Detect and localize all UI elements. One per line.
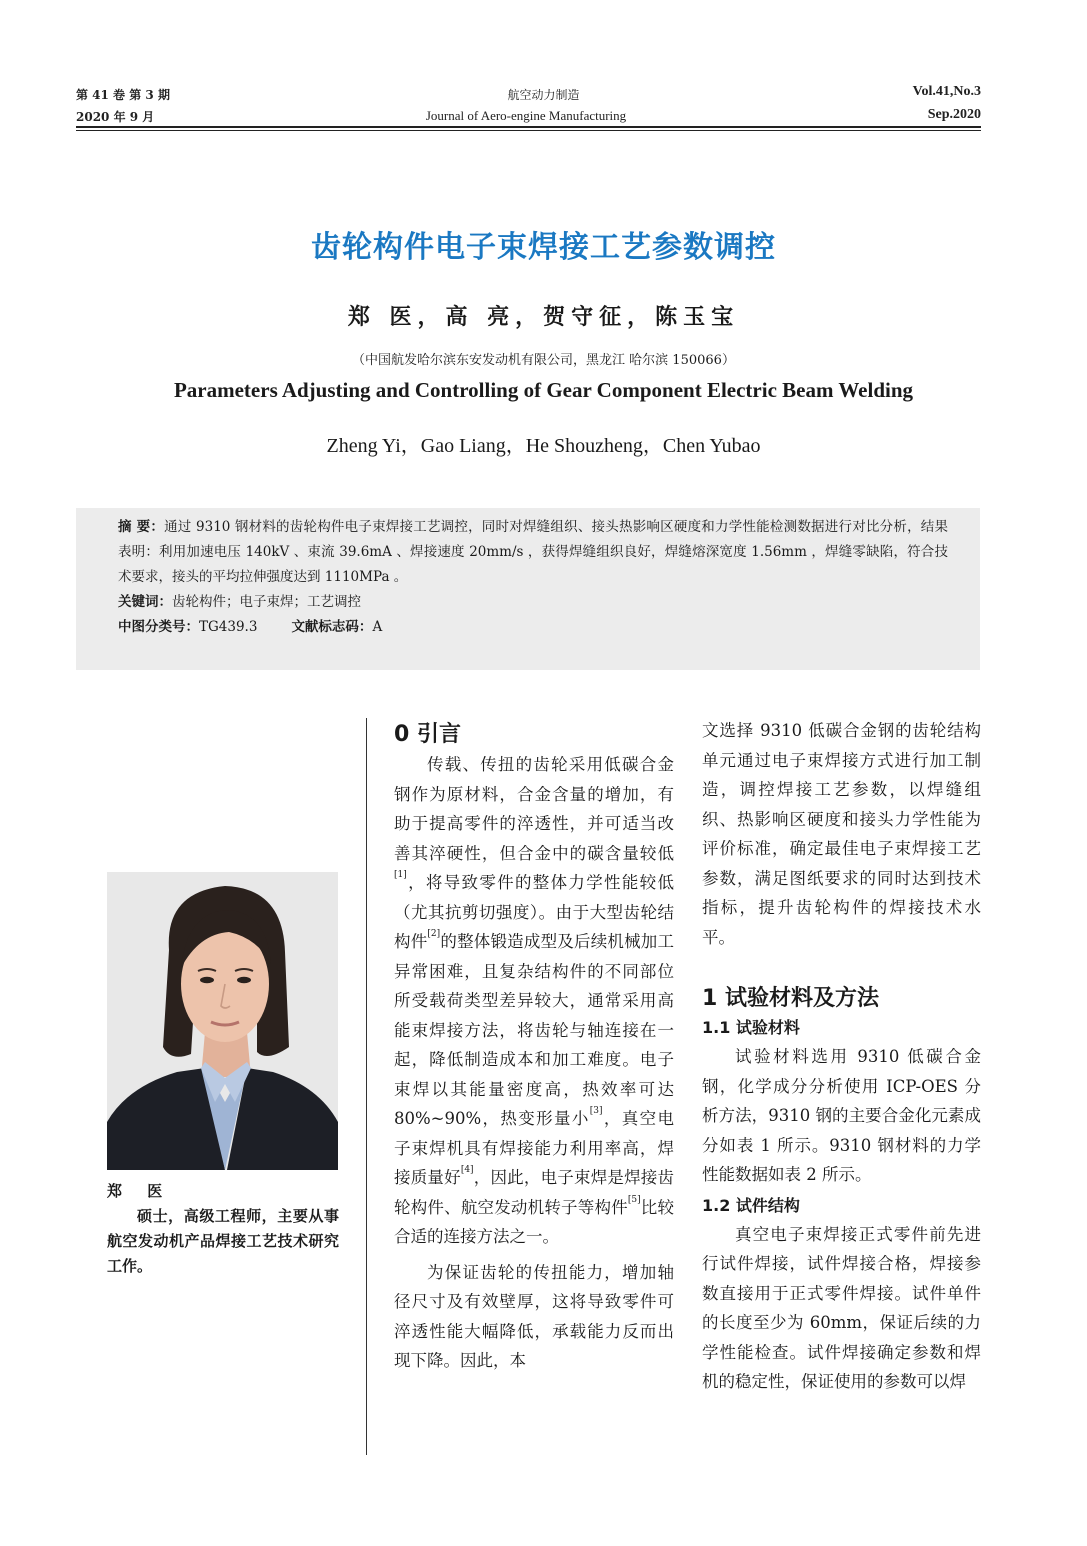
journal-name-en: Journal of Aero-engine Manufacturing [425, 108, 627, 123]
intro-text-b: ，将导致零件的整体力学性能较低（尤其抗剪切强度）。由于大型齿轮结构件 [394, 873, 674, 951]
authors-en: Zheng Yi，Gao Liang，He Shouzheng，Chen Yubao [326, 435, 761, 457]
section-1-heading: 1 试验材料及方法 [702, 986, 879, 1011]
keywords: 齿轮构件；电子束焊；工艺调控 [172, 594, 361, 610]
citation-4: [4] [460, 1165, 474, 1175]
volume-issue-en: Vol.41,No.3 [912, 84, 981, 99]
middle-column [394, 720, 674, 1376]
section-0-heading: 0 引言 [394, 722, 461, 747]
date-en: Sep.2020 [927, 107, 981, 122]
intro-text-f: 比较合适的连接方法之一。 [394, 1197, 674, 1246]
bio-author-name: 郑 医 [107, 1182, 173, 1200]
intro-paragraph-1 [394, 750, 674, 1252]
intro-text-c: 的整体锻造成型及后续机械加工异常困难，且复杂结构件的不同部位所受载荷类型差异较大，通常采用高能束焊接方法，将齿轮与轴连接在一起，降低制造成本和加工难度。电子束焊以其能量密度高，热效率可达 80%~90%，热变形量小 [394, 932, 674, 1128]
citation-1: [1] [394, 870, 407, 880]
citation-2: [2] [427, 929, 441, 939]
intro-text-a: 传载、传扭的齿轮采用低碳合金钢作为原材料，合金含量的增加，有助于提高零件的淬透性，并可适当改善其淬硬性，但合金中的碳含量较低 [394, 755, 674, 863]
classification-code: TG439.3 [199, 619, 258, 635]
intro-text-d: ，真空电子束焊机具有焊接能力利用率高，焊接质量好 [394, 1109, 674, 1187]
affiliation: （中国航发哈尔滨东安发动机有限公司，黑龙江 哈尔滨 150066） [352, 353, 735, 368]
authors-cn: 郑 医，高 亮，贺守征，陈玉宝 [347, 304, 740, 330]
intro-text-e: ，因此，电子束焊是焊接齿轮构件、航空发动机转子等构件 [394, 1168, 674, 1217]
intro-paragraph-2: 为保证齿轮的传扭能力，增加轴径尺寸及有效壁厚，这将导致零件可淬透性能大幅降低，承载能力反而出现下降。因此，本 [394, 1262, 674, 1370]
document-code: A [372, 619, 383, 635]
volume-issue-cn: 第 41 卷 第 3 期 [76, 88, 170, 102]
journal-name-cn: 航空动力制造 [507, 88, 580, 102]
bio-text: 硕士，高级工程师，主要从事航空发动机产品焊接工艺技术研究工作。 [107, 1207, 339, 1275]
keywords-line [118, 590, 948, 615]
article-title-cn: 齿轮构件电子束焊接工艺参数调控 [311, 230, 776, 265]
subsection-1-1-heading: 1.1 试验材料 [702, 1018, 800, 1037]
date-cn: 2020 年 9 月 [76, 110, 155, 124]
abstract [118, 515, 948, 640]
abstract-label: 摘 要： [118, 519, 165, 535]
right-column [702, 716, 981, 1397]
specimen-paragraph: 真空电子束焊接正式零件前先进行试件焊接，试件焊接合格，焊接参数直接用于正式零件焊接。试件单件的长度至少为 60mm，保证后续的力学性能检查。试件焊接确定参数和焊机的稳定性，保证使用的参数可以焊 [702, 1224, 981, 1391]
abstract-text: 通过 9310 钢材料的齿轮构件电子束焊接工艺调控，同时对焊缝组织、接头热影响区硬度和力学性能检测数据进行对比分析，结果表明：利用加速电压 140kV 、束流 39.6mA 、焊接速度 20mm/s ，获得焊缝组织良好，焊缝熔深宽度 1.56mm ，焊缝零缺陷，符合技术要求，接头的平均拉伸强度达到 1110MPa 。 [118, 519, 949, 585]
header-rule [76, 126, 981, 128]
subsection-1-2-heading: 1.2 试件结构 [702, 1195, 800, 1215]
abstract-box [76, 508, 980, 670]
citation-3: [3] [589, 1106, 603, 1116]
abstract-paragraph [118, 515, 948, 590]
citation-5: [5] [627, 1194, 641, 1205]
author-portrait-image [107, 872, 338, 1170]
classification-label: 中图分类号： [118, 619, 199, 635]
classification-line [118, 615, 948, 640]
intro-paragraph-2-cont: 文选择 9310 低碳合金钢的齿轮结构单元通过电子束焊接方式进行加工制造，调控焊接工艺参数，以焊缝组织、热影响区硬度和接头力学性能为评价标准，确定最佳电子束焊接工艺参数，满足图纸要求的同时达到技术指标，提升齿轮构件的焊接技术水平。 [702, 721, 981, 947]
column-divider [366, 718, 367, 1455]
header-rule-thin [76, 130, 981, 131]
keywords-label: 关键词： [118, 594, 172, 610]
author-photo [107, 872, 338, 1170]
materials-paragraph: 试验材料选用 9310 低碳合金钢，化学成分分析使用 ICP-OES 分析方法，9310 钢的主要合金化元素成分如表 1 所示。9310 钢材料的力学性能数据如表 2 所示。 [702, 1047, 981, 1184]
article-title-en: Parameters Adjusting and Controlling of Gear Component Electric Beam Welding [173, 378, 914, 402]
document-code-label: 文献标志码： [291, 619, 373, 635]
